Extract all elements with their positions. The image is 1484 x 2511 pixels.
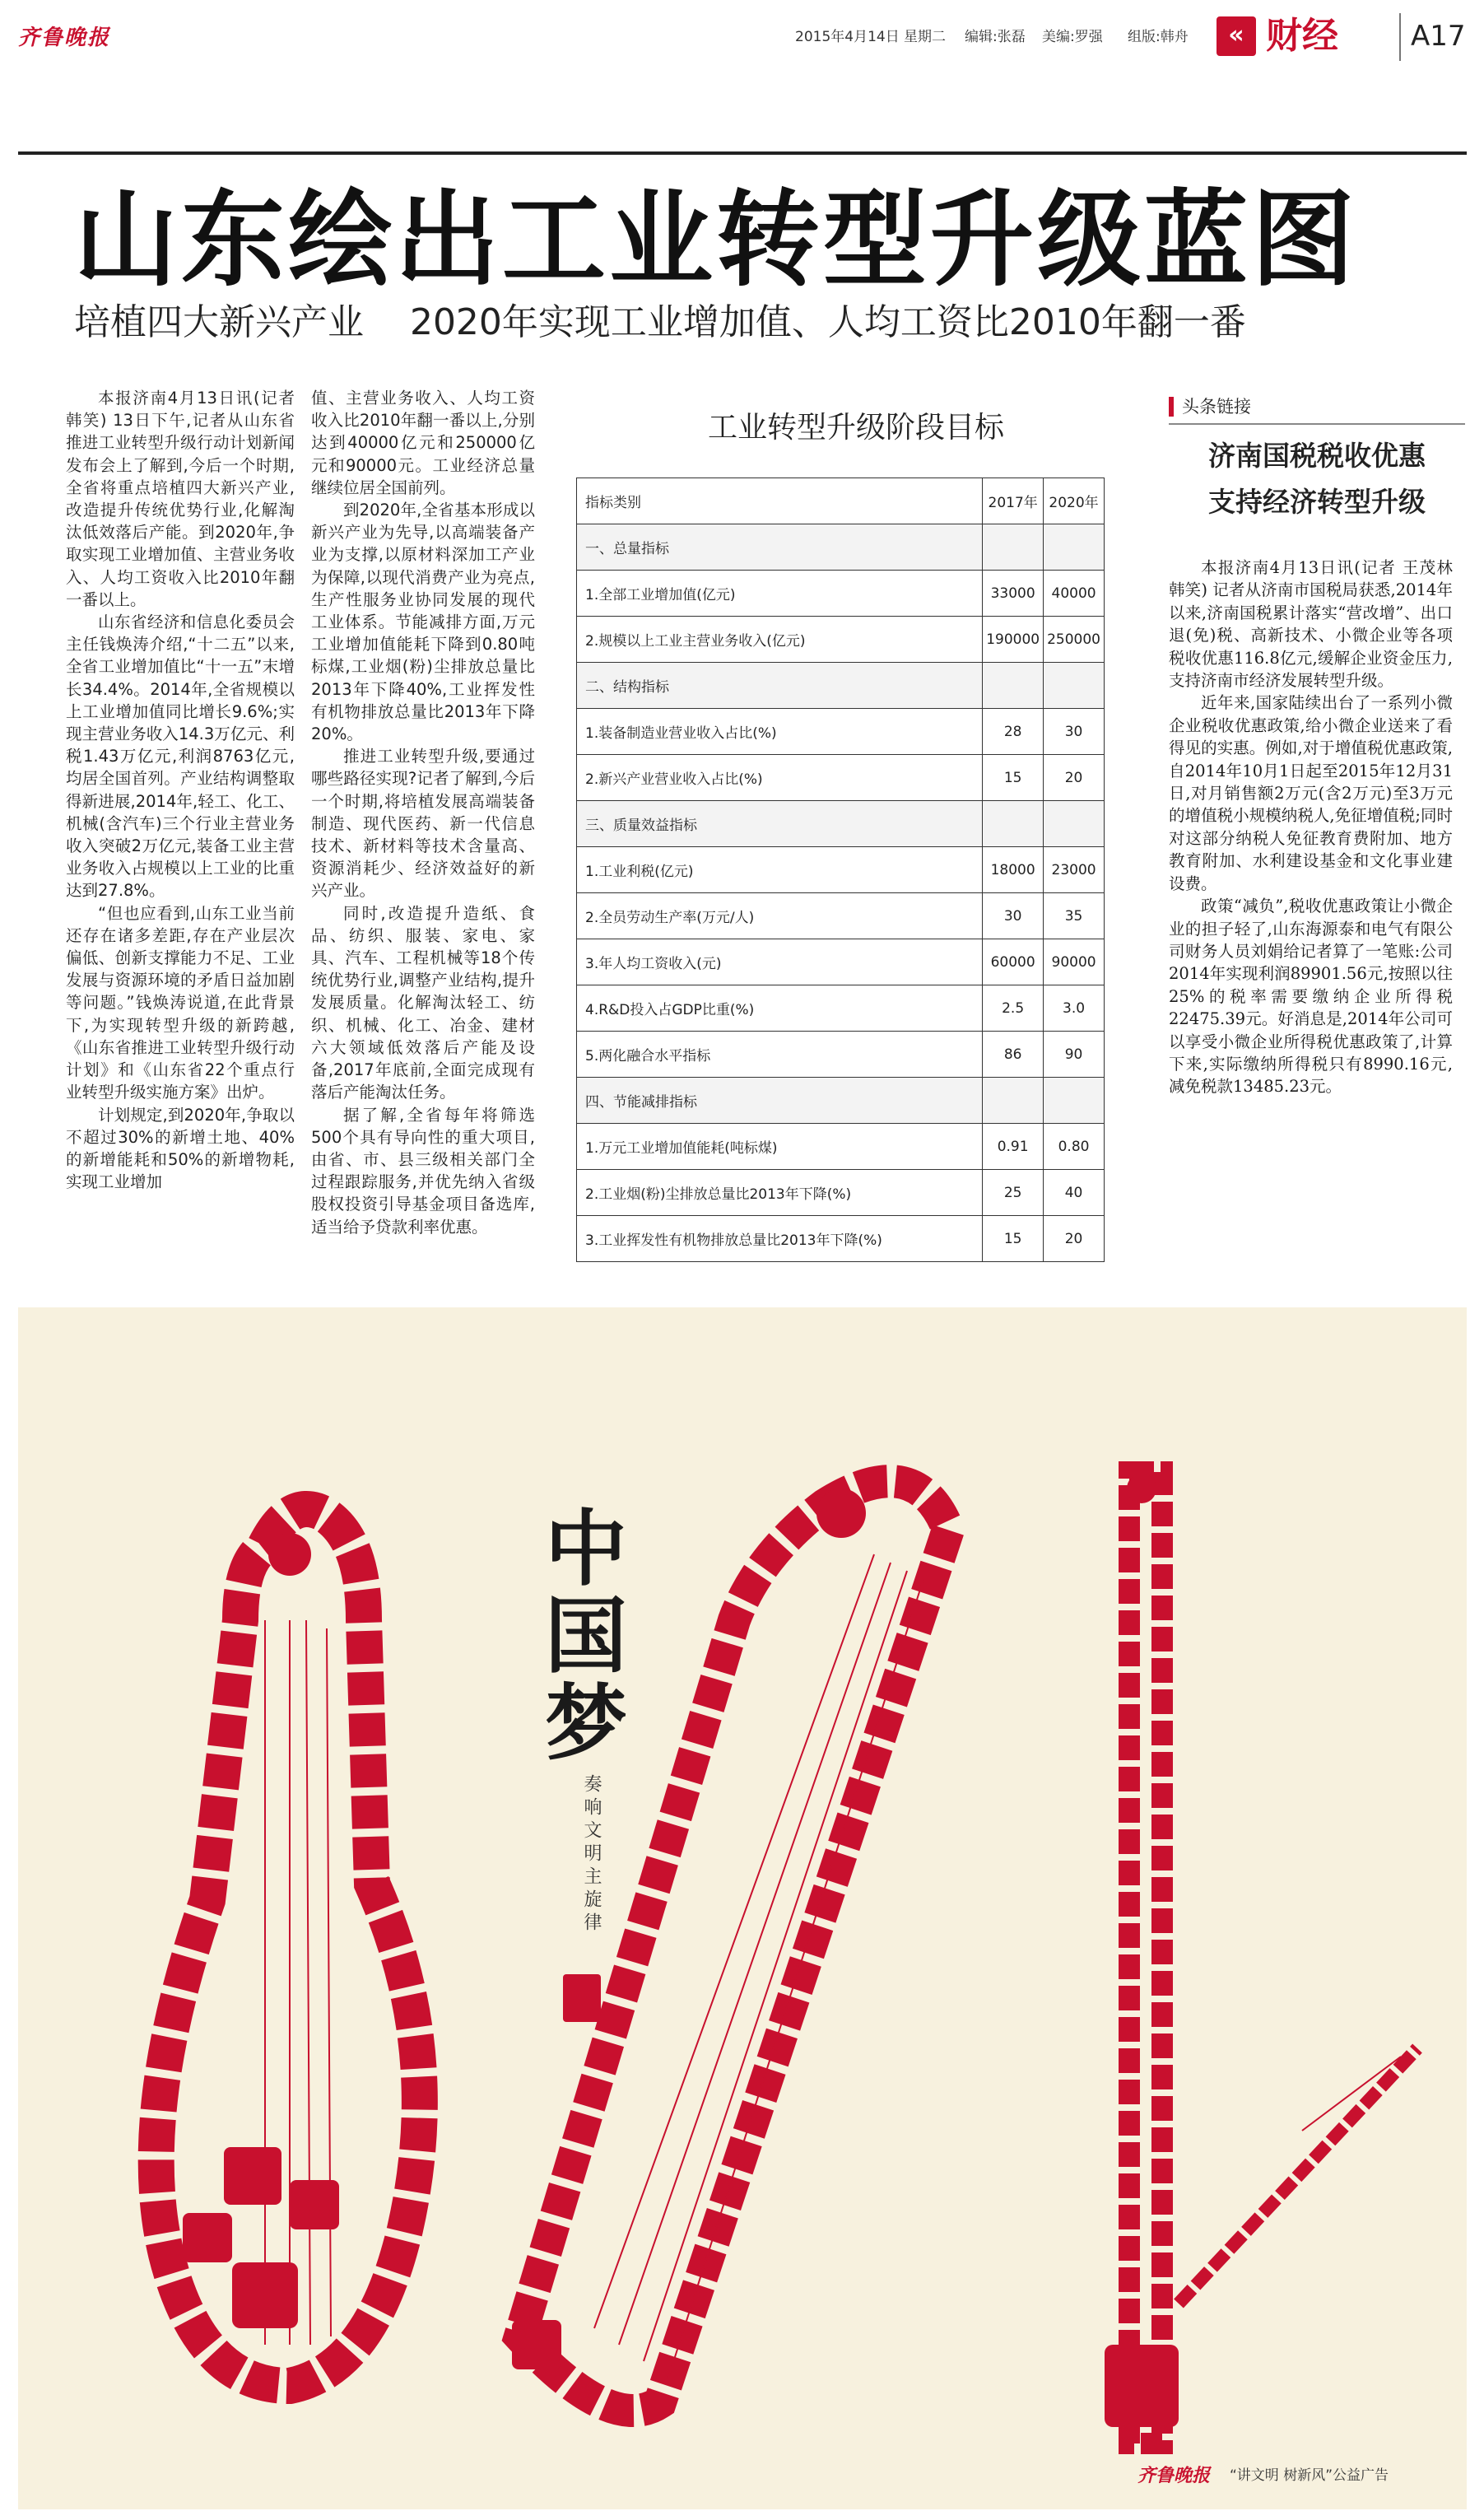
cell-2020: 90: [1044, 1032, 1105, 1078]
row-label: 2.全员劳动生产率(万元/人): [577, 893, 983, 939]
section-chevron-icon: «: [1217, 16, 1256, 56]
sidebar-title: [1169, 433, 1465, 525]
cell-2017: [983, 1078, 1044, 1124]
table-row: [577, 939, 1105, 985]
table-group-row: [577, 663, 1105, 709]
table-row: [577, 893, 1105, 939]
cell-2017: 33000: [983, 571, 1044, 617]
paragraph: 山东省经济和信息化委员会主任钱焕涛介绍,“十二五”以来,全省工业增加值比“十一五”末增长34.4%。2014年,全省规模以上工业增加值同比增长9.6%;实现主营业务收入14.3万亿元、利税1.43万亿元,利润8763亿元,均居全国首列。产业结构调整取得新进展,2014年,轻工、化工、机械(含汽车)三个行业主营业务收入突破2万亿元,装备工业主营业务收入占规模以上工业的比重达到27.8%。: [66, 613, 295, 901]
header-2020: 2020年: [1044, 478, 1105, 524]
row-label: 3.年人均工资收入(元): [577, 939, 983, 985]
row-label: 2.规模以上工业主营业务收入(亿元): [577, 617, 983, 663]
cell-2020: 90000: [1044, 939, 1105, 985]
issue-weekday: 星期二: [904, 29, 946, 45]
cell-2020: [1044, 663, 1105, 709]
cell-2020: 23000: [1044, 847, 1105, 893]
targets-table: [576, 478, 1105, 1262]
row-label: 一、总量指标: [577, 524, 983, 571]
article-column-2: [311, 387, 535, 1238]
cell-2020: 30: [1044, 709, 1105, 755]
page-number: A17: [1411, 20, 1466, 53]
paragraph: 本报济南4月13日讯(记者 韩笑) 13日下午,记者从山东省推进工业转型升级行动计划新闻发布会上了解到,今后一个时期,全省将重点培植四大新兴产业,改造提升传统优势行业,化解淘汰低效落后产能。到2020年,争取实现工业增加值、主营业务收入、人均工资收入比2010年翻一番以上。: [66, 389, 295, 609]
issue-date: 2015年4月14日: [795, 29, 900, 45]
table-row: [577, 709, 1105, 755]
cell-2017: [983, 801, 1044, 847]
paragraph: “但也应看到,山东工业当前还存在诸多差距,存在产业层次偏低、创新支撑能力不足、工业发展与资源环境的矛盾日益加剧等问题。”钱焕涛说道,在此背景下,为实现转型升级的新跨越,《山东省推进工业转型升级行动计划》和《山东省22个重点行业转型升级实施方案》出炉。: [66, 903, 295, 1102]
cell-2020: 250000: [1044, 617, 1105, 663]
newspaper-logo: 齐鲁晚报: [18, 26, 111, 50]
sidebar-label-text: 头条链接: [1169, 397, 1251, 417]
header-2017: 2017年: [983, 478, 1044, 524]
cell-2020: 35: [1044, 893, 1105, 939]
cell-2017: 18000: [983, 847, 1044, 893]
cell-2017: [983, 663, 1044, 709]
cell-2017: 86: [983, 1032, 1044, 1078]
paragraph: 推进工业转型升级,要通过哪些路径实现?记者了解到,今后一个时期,将培植发展高端装备制造、现代医药、新一代信息技术、新材料等技术含量高、资源消耗少、经济效益好的新兴产业。: [311, 747, 535, 901]
instrument-illustration: [18, 1307, 1467, 2509]
designer-credit: 美编:罗强: [1042, 29, 1103, 45]
paragraph: 近年来,国家陆续出台了一系列小微企业税收优惠政策,给小微企业送来了看得见的实惠。例如,对于增值税优惠政策,自2014年10月1日起至2015年12月31日,对月销售额2万元(含2万元)至3万元的增值税小规模纳税人,免征增值税;同时对这部分纳税人免征教育费附加、地方教育附加、水利建设基金和文化事业建设费。: [1169, 693, 1453, 893]
row-label: 1.装备制造业营业收入占比(%): [577, 709, 983, 755]
cell-2020: 3.0: [1044, 985, 1105, 1032]
article-column-1: [66, 387, 295, 1193]
subheadline: 培植四大新兴产业 2020年实现工业增加值、人均工资比2010年翻一番: [74, 301, 1246, 343]
table-row: [577, 847, 1105, 893]
layout-credit: 组版:韩舟: [1128, 29, 1189, 45]
cell-2020: [1044, 524, 1105, 571]
table-row: [577, 985, 1105, 1032]
row-label: 5.两化融合水平指标: [577, 1032, 983, 1078]
row-label: 三、质量效益指标: [577, 801, 983, 847]
pipa-illustration: [156, 1509, 420, 2386]
table-row: [577, 755, 1105, 801]
cell-2020: 40: [1044, 1170, 1105, 1216]
sidebar-title-line: 支持经济转型升级: [1208, 486, 1426, 518]
row-label: 二、结构指标: [577, 663, 983, 709]
cell-2017: 2.5: [983, 985, 1044, 1032]
cell-2020: 40000: [1044, 571, 1105, 617]
cell-2020: 20: [1044, 1216, 1105, 1262]
table-row: [577, 1170, 1105, 1216]
paragraph: 政策“减负”,税收优惠政策让小微企业的担子轻了,山东海源泰和电气有限公司财务人员刘娟给记者算了一笔账:公司2014年实现利润89901.56元,按照以往25%的税率需要缴纳企业所得税22475.39元。好消息是,2014年公司可以享受小微企业所得税优惠政策了,计算下来,实际缴纳所得税只有8990.16元,减免税款13485.23元。: [1169, 897, 1453, 1097]
cell-2017: 25: [983, 1170, 1044, 1216]
row-label: 1.工业利税(亿元): [577, 847, 983, 893]
cell-2020: 0.80: [1044, 1124, 1105, 1170]
paragraph: 同时,改造提升造纸、食品、纺织、服装、家电、家具、汽车、工程机械等18个传统优势行业,调整产业结构,提升发展质量。化解淘汰轻工、纺织、机械、化工、冶金、建材六大领域低效落后产能及设备,2017年底前,全面完成现有落后产能淘汰任务。: [311, 903, 535, 1102]
cell-2017: 0.91: [983, 1124, 1044, 1170]
cell-2017: [983, 524, 1044, 571]
table-row: [577, 617, 1105, 663]
table-row: [577, 1124, 1105, 1170]
paragraph: 本报济南4月13日讯(记者 王茂林 韩笑) 记者从济南市国税局获悉,2014年以来,济南国税累计落实“营改增”、出口退(免)税、高新技术、小微企业等各项税收优惠116.8亿元,缓解企业资金压力,支持济南市经济发展转型升级。: [1169, 558, 1453, 691]
row-label: 四、节能减排指标: [577, 1078, 983, 1124]
row-label: 2.工业烟(粉)尘排放总量比2013年下降(%): [577, 1170, 983, 1216]
table-group-row: [577, 1078, 1105, 1124]
paragraph-continued: 值、主营业务收入、人均工资收入比2010年翻一番以上,分别达到40000亿元和250000亿元和90000元。工业经济总量继续位居全国前列。: [311, 389, 535, 497]
table-row: [577, 571, 1105, 617]
table-row: [577, 1216, 1105, 1262]
row-label: 2.新兴产业营业收入占比(%): [577, 755, 983, 801]
section-name: 财经: [1266, 15, 1338, 57]
cell-2017: 28: [983, 709, 1044, 755]
sidebar-title-line: 济南国税税收优惠: [1208, 440, 1426, 472]
paragraph: 计划规定,到2020年,争取以不超过30%的新增土地、40%的新增能耗和50%的新增物耗,实现工业增加: [66, 1105, 295, 1192]
poster-newspaper-logo: 齐鲁晚报: [1137, 2465, 1211, 2486]
table-row: [577, 1032, 1105, 1078]
poster-title: 中国梦: [545, 1500, 627, 1772]
cell-2020: [1044, 801, 1105, 847]
cell-2020: [1044, 1078, 1105, 1124]
paragraph: 据了解,全省每年将筛选500个具有导向性的重大项目,由省、市、县三级相关部门全过程跟踪服务,并优先纳入省级股权投资引导基金项目备选库,适当给予贷款利率优惠。: [311, 1105, 535, 1237]
erhu-illustration: [1105, 1472, 1417, 2443]
cell-2020: 20: [1044, 755, 1105, 801]
cell-2017: 15: [983, 1216, 1044, 1262]
editor-credit: 编辑:张磊: [965, 29, 1026, 45]
paragraph: 到2020年,全省基本形成以新兴产业为先导,以高端装备产业为支撑,以原材料深加工产业为保障,以现代消费产业为亮点,生产性服务业协同发展的现代工业体系。节能减排方面,万元工业增加值能耗下降到0.80吨标煤,工业烟(粉)尘排放总量比2013年下降40%,工业挥发性有机物排放总量比2013年下降20%。: [311, 501, 535, 744]
table-header-row: [577, 478, 1105, 524]
red-seal-icon: [563, 1974, 601, 2022]
cell-2017: 60000: [983, 939, 1044, 985]
table-group-row: [577, 524, 1105, 571]
cell-2017: 15: [983, 755, 1044, 801]
row-label: 3.工业挥发性有机物排放总量比2013年下降(%): [577, 1216, 983, 1262]
row-label: 1.万元工业增加值能耗(吨标煤): [577, 1124, 983, 1170]
cell-2017: 30: [983, 893, 1044, 939]
row-label: 4.R&D投入占GDP比重(%): [577, 985, 983, 1032]
header-category: 指标类别: [577, 478, 983, 524]
table-group-row: [577, 801, 1105, 847]
cell-2017: 190000: [983, 617, 1044, 663]
poster-motto: 奏响文明主旋律: [581, 1774, 602, 1936]
masthead-divider: [1399, 13, 1401, 61]
masthead-rule: [18, 151, 1467, 155]
table-title: 工业转型升级阶段目标: [707, 411, 1004, 445]
public-service-ad: [18, 1307, 1467, 2509]
row-label: 1.全部工业增加值(亿元): [577, 571, 983, 617]
poster-footer-note: “讲文明 树新风”公益广告: [1230, 2467, 1389, 2484]
headline: 山东绘出工业转型升级蓝图: [74, 179, 1358, 300]
sidebar-label: [1169, 390, 1465, 425]
sidebar-article: [1169, 557, 1453, 1098]
